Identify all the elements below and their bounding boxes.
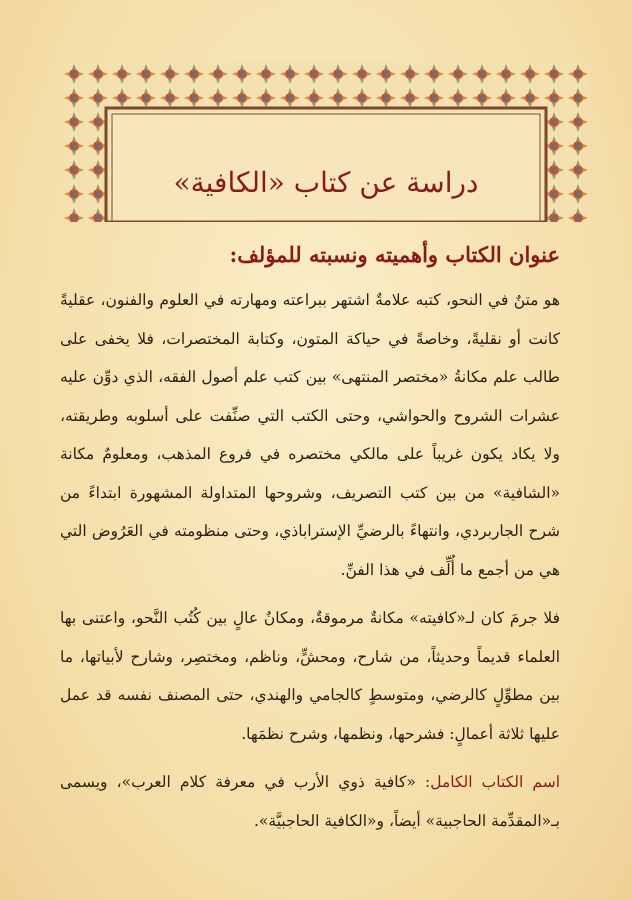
- section-heading: عنوان الكتاب وأهميته ونسبته للمؤلف:: [229, 242, 560, 267]
- paragraph-2: فلا جرمَ كان لـ«كافيته» مكانةٌ مرموقةٌ، ومكانٌ عالٍ بين كُتُب النَّحو، واعتنى بها العلماء قديماً وحديثاً، من شارح، ومحشٍّ، وناظم، ومختصِر، وشارح لأبياتها، ما بين مطوِّلٍ كالرضي، ومتوسطٍ كالجامي والهندي، حتى المصنف نفسه قد عمل عليها ثلاثة أعمالٍ: فشرحها، ونظمها، وشرح نظمَها.: [60, 609, 560, 743]
- content-area: [60, 236, 560, 850]
- fullname-paragraph: [60, 763, 560, 840]
- title-box: [110, 112, 542, 220]
- fullname-label: اسم الكتاب الكامل:: [424, 773, 560, 791]
- paragraph-1: هو متنٌ في النحو، كتبه علامةٌ اشتهر ببراعته ومهارته في العلوم والفنون، عقليةً كانت أو نقليةً، وخاصةً في حياكة المتون، وكتابة المختصرات، فلا يخفى على طالب علم مكانةُ «مختصر المنتهى» بين كتب علم أصول الفقه، الذي دوِّن عليه عشرات الشروح والحواشي، وحتى الكتب التي صنِّفت على أسلوبه وطريقته، ولا يكاد يكون غريباً على مالكي مختصره في فروع المذهب، ومعلومٌ مكانة «الشافية» من بين كتب التصريف، وشروحها المتداولة المشهورة ابتداءً من شرح الجاربردي، وانتهاءً بالرضيِّ الإستراباذي، وحتى منظومته في العَرُوض التي هي من أجمع ما أُلِّف في هذا الفنِّ.: [60, 291, 560, 579]
- fullname-text: «كافية ذوي الأرب في معرفة كلام العرب»، ويسمى بـ«المقدِّمة الحاجبية» أيضاً، و«الكافية الحاجبيَّة».: [60, 773, 560, 830]
- page-title: دراسة عن كتاب «الكافية»: [173, 165, 479, 199]
